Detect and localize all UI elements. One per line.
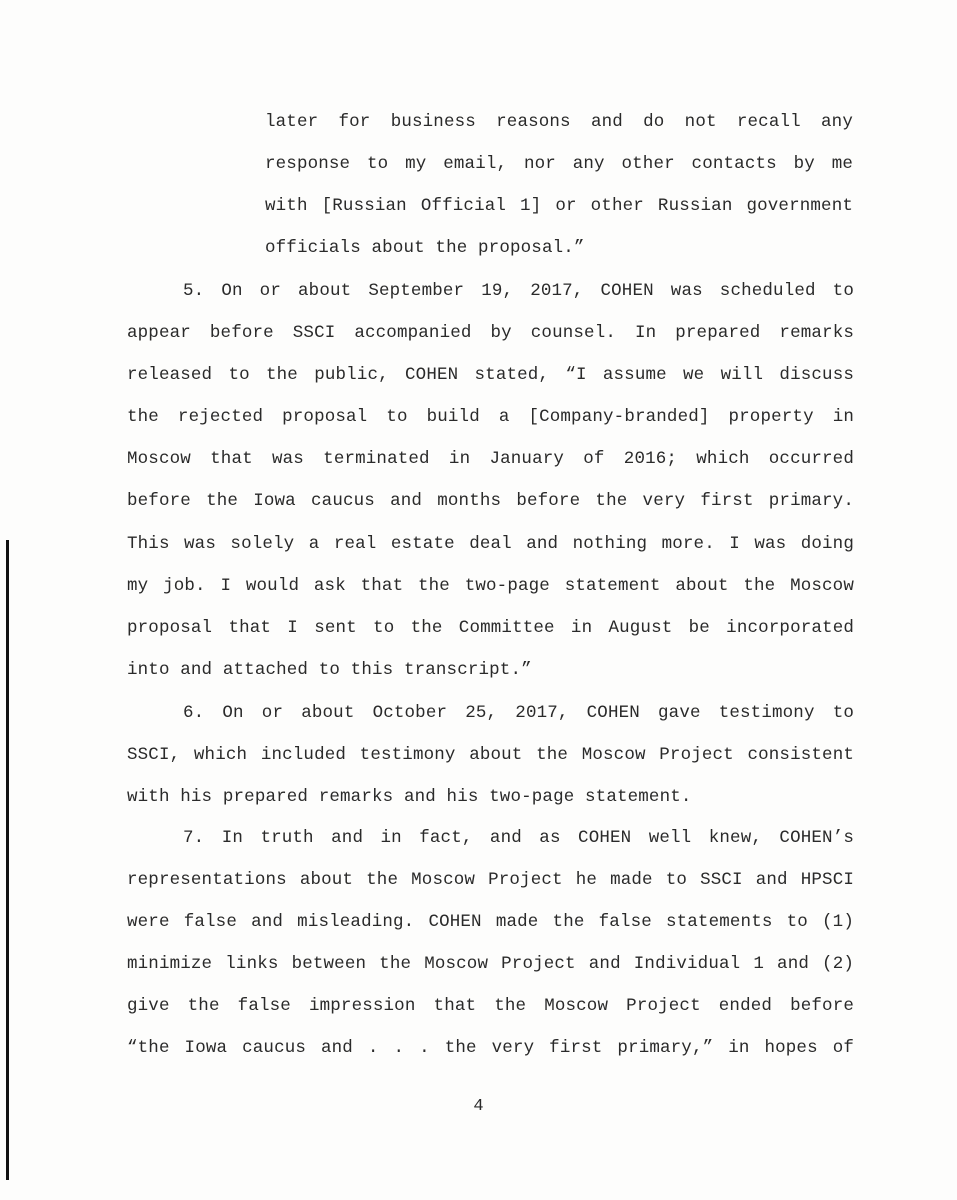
paragraph-7-line: give the false impression that the Moscow Project ended before: [127, 996, 854, 1016]
paragraph-5-line: before the Iowa caucus and months before the very first primary.: [127, 491, 854, 511]
quote-line: response to my email, nor any other contacts by me: [265, 154, 853, 174]
paragraph-7-line: representations about the Moscow Project he made to SSCI and HPSCI: [127, 870, 854, 890]
quote-line: with [Russian Official 1] or other Russian government: [265, 196, 853, 216]
paragraph-5-line: my job. I would ask that the two-page statement about the Moscow: [127, 576, 854, 596]
paragraph-5-line: released to the public, COHEN stated, “I assume we will discuss: [127, 365, 854, 385]
paragraph-7-line: were false and misleading. COHEN made the false statements to (1): [127, 912, 854, 932]
paragraph-6-line: with his prepared remarks and his two-page statement.: [127, 787, 692, 807]
paragraph-5-line: into and attached to this transcript.”: [127, 660, 532, 680]
paragraph-6-line: SSCI, which included testimony about the Moscow Project consistent: [127, 745, 854, 765]
page-number: 4: [473, 1097, 484, 1116]
paragraph-5-line: the rejected proposal to build a [Company-branded] property in: [127, 407, 854, 427]
paragraph-6-line: 6. On or about October 25, 2017, COHEN gave testimony to: [183, 703, 854, 723]
paragraph-7-line: “the Iowa caucus and . . . the very first primary,” in hopes of: [127, 1038, 854, 1058]
quote-line: later for business reasons and do not recall any: [265, 112, 853, 132]
scan-edge-shadow: [6, 540, 9, 1180]
quote-line: officials about the proposal.”: [265, 238, 585, 258]
paragraph-7-line: 7. In truth and in fact, and as COHEN well knew, COHEN’s: [183, 828, 854, 848]
paragraph-5-line: proposal that I sent to the Committee in August be incorporated: [127, 618, 854, 638]
paragraph-5-line: Moscow that was terminated in January of 2016; which occurred: [127, 449, 854, 469]
paragraph-5-line: This was solely a real estate deal and nothing more. I was doing: [127, 534, 854, 554]
paragraph-7-line: minimize links between the Moscow Project and Individual 1 and (2): [127, 954, 854, 974]
paragraph-5-line: 5. On or about September 19, 2017, COHEN was scheduled to: [183, 281, 854, 301]
paragraph-5-line: appear before SSCI accompanied by counsel. In prepared remarks: [127, 323, 854, 343]
